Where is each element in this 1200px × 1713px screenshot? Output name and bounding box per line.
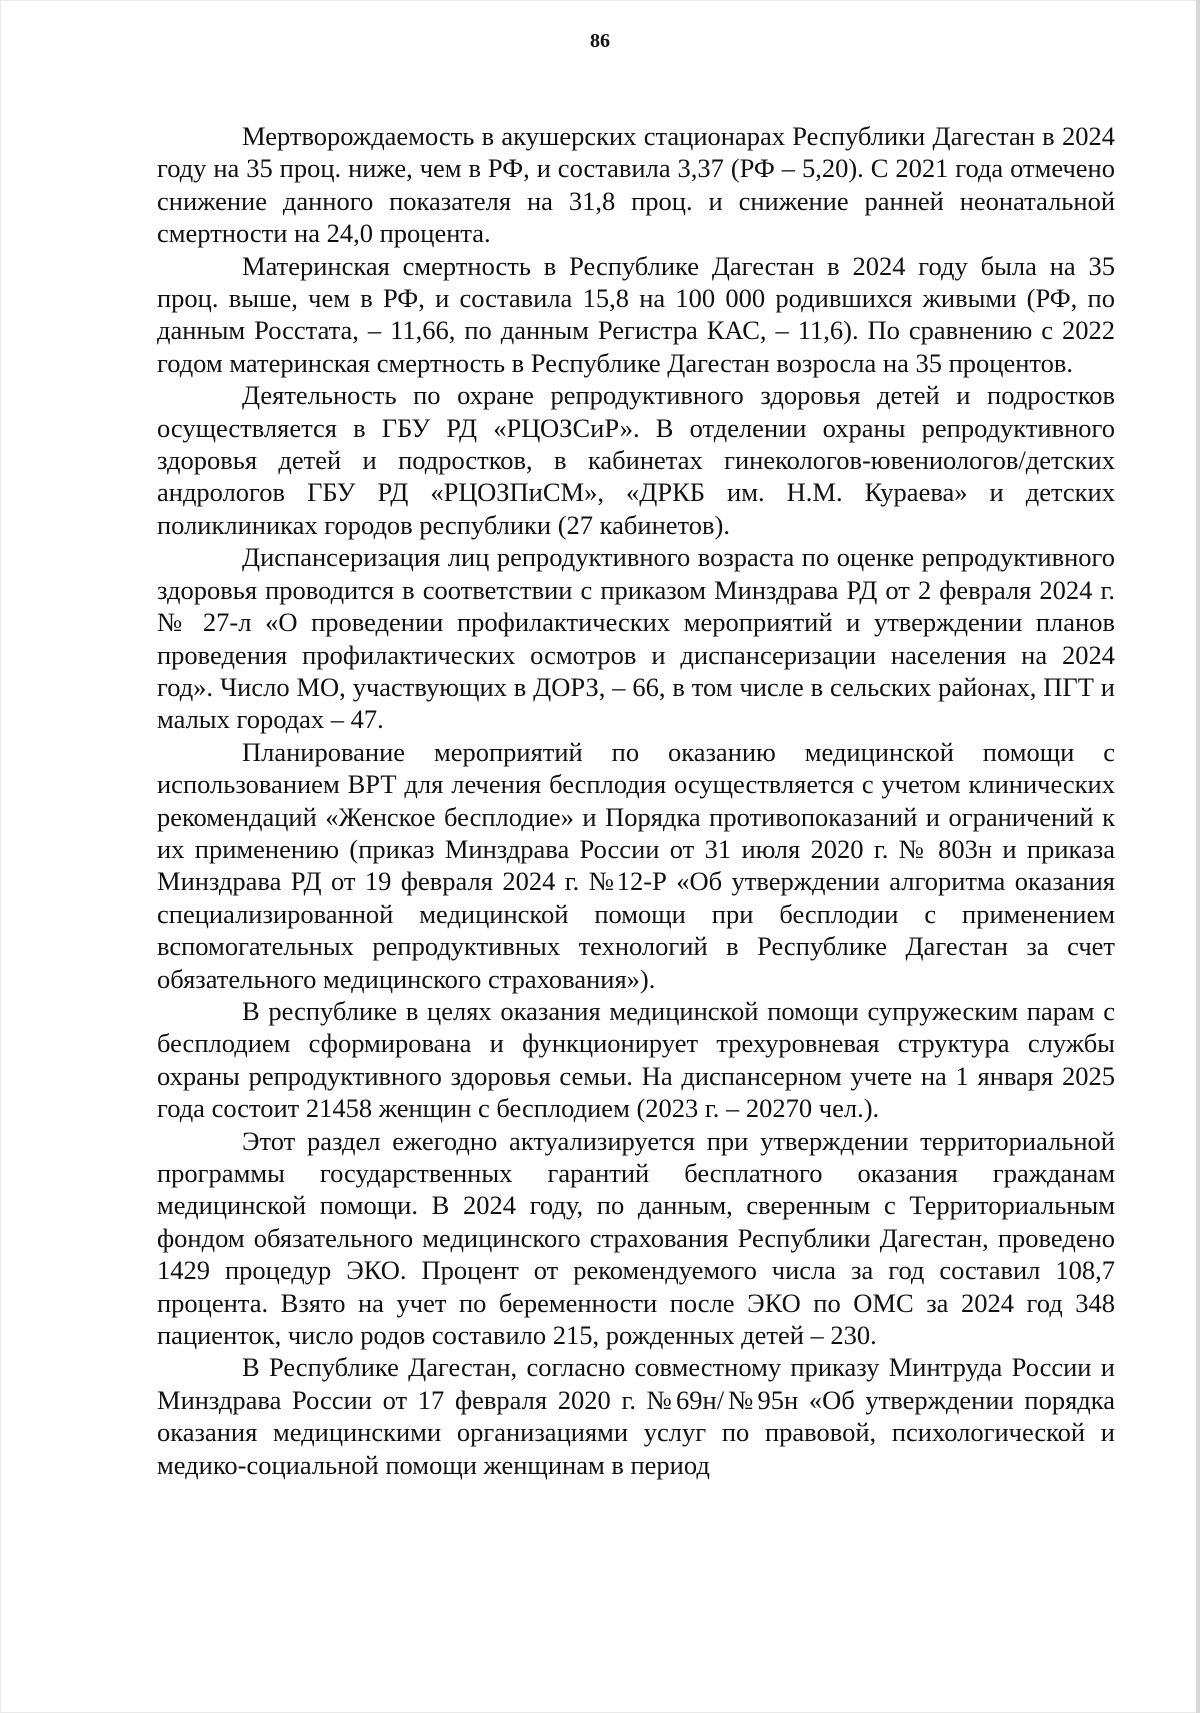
paragraph-joint-order: В Республике Дагестан, согласно совместному приказу Минтруда России и Минздрава России от 17 февраля 2020 г. №69н/№95н «Об утверждении порядка оказания медицинскими организациями услуг по правовой, психологической и медико-социальной помощи женщинам в период <box>157 1352 1115 1480</box>
paragraph-maternal-mortality: Материнская смертность в Республике Дагестан в 2024 году была на 35 проц. выше, чем в РФ, и составила 15,8 на 100 000 родившихся живыми (РФ, по данным Росстата, – 11,66, по данным Регистра КАС, – 11,6). По сравнению с 2022 годом материнская смертность в Республике Дагестан возросла на 35 процентов. <box>157 250 1115 378</box>
page-number: 86 <box>590 30 610 52</box>
paragraph-dispensarization: Диспансеризация лиц репродуктивного возраста по оценке репродуктивного здоровья проводится в соответствии с приказом Минздрава РД от 2 февраля 2024 г. № 27-л «О проведении профилактических мероприятий и утверждении планов проведения профилактических осмотров и диспансеризации населения на 2024 год». Число МО, участвующих в ДОРЗ, – 66, в том числе в сельских районах, ПГТ и малых городах – 47. <box>157 542 1115 735</box>
paragraph-infertility-structure: В республике в целях оказания медицинской помощи супружеским парам с бесплодием сформирована и функционирует трехуровневая структура службы охраны репродуктивного здоровья семьи. На диспансерном учете на 1 января 2025 года состоит 21458 женщин с бесплодием (2023 г. – 20270 чел.). <box>157 995 1115 1124</box>
document-body <box>157 120 1115 1481</box>
paragraph-art-planning: Планирование мероприятий по оказанию медицинской помощи с использованием ВРТ для лечения бесплодия осуществляется с учетом клинических рекомендаций «Женское бесплодие» и Порядка противопоказаний и ограничений к их применению (приказ Минздрава России от 31 июля 2020 г. № 803н и приказа Минздрава РД от 19 февраля 2024 г. №12-Р «Об утверждении алгоритма оказания специализированной медицинской помощи при бесплодии с применением вспомогательных репродуктивных технологий в Республике Дагестан за счет обязательного медицинского страхования»). <box>157 736 1115 994</box>
paragraph-ivf-statistics: Этот раздел ежегодно актуализируется при утверждении территориальной программы государственных гарантий бесплатного оказания гражданам медицинской помощи. В 2024 году, по данным, сверенным с Территориальным фондом обязательного медицинского страхования Республики Дагестан, проведено 1429 процедур ЭКО. Процент от рекомендуемого числа за год составил 108,7 процента. Взято на учет по беременности после ЭКО по ОМС за 2024 год 348 пациенток, число родов составило 215, рожденных детей – 230. <box>157 1125 1115 1351</box>
page-edge-divider <box>1196 0 1200 1713</box>
paragraph-stillbirth-rate: Мертворождаемость в акушерских стационарах Республики Дагестан в 2024 году на 35 проц. ниже, чем в РФ, и составила 3,37 (РФ – 5,20). С 2021 года отмечено снижение данного показателя на 31,8 проц. и снижение ранней неонатальной смертности на 24,0 процента. <box>157 121 1115 249</box>
paragraph-reproductive-health-youth: Деятельность по охране репродуктивного здоровья детей и подростков осуществляется в ГБУ РД «РЦОЗСиР». В отделении охраны репродуктивного здоровья детей и подростков, в кабинетах гинекологов-ювениологов/детских андрологов ГБУ РД «РЦОЗПиСМ», «ДРКБ им. Н.М. Кураева» и детских поликлиниках городов республики (27 кабинетов). <box>157 380 1115 540</box>
